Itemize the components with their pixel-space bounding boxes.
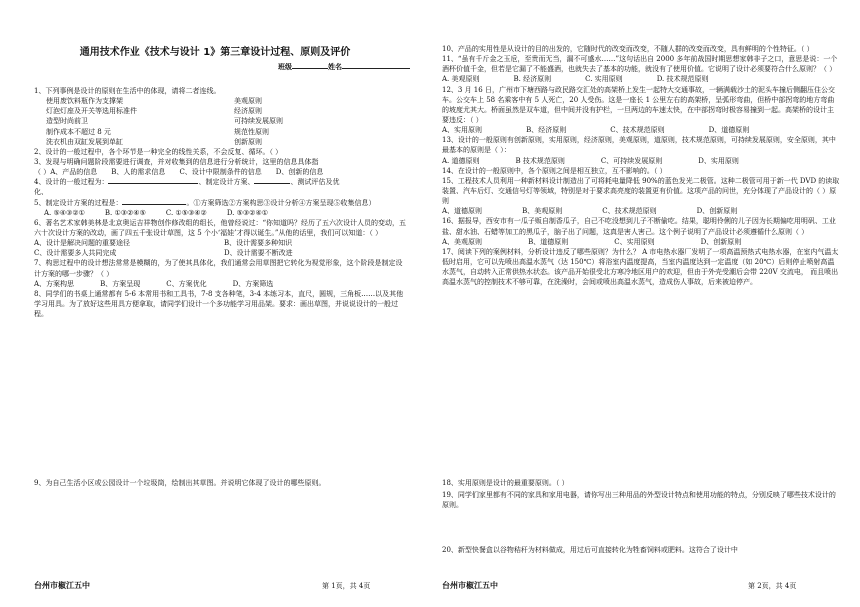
match-left-item: 制作成本不超过 8 元 <box>46 127 111 136</box>
option[interactable]: D. 技术规范原则 <box>656 75 709 84</box>
option[interactable]: C、技术规范原则 <box>602 207 657 216</box>
option[interactable]: C、可持续发展原则 <box>600 156 663 165</box>
match-right-item: 创新原则 <box>234 137 262 146</box>
option[interactable]: D、道德原则 <box>708 126 750 135</box>
option[interactable]: D、设计需要不断改进 <box>224 249 293 258</box>
option[interactable]: （ ）A、产品的信息 <box>34 168 98 177</box>
question-15-options <box>442 206 840 216</box>
option[interactable]: B、设计需要多种知识 <box>224 239 293 248</box>
option[interactable]: B、人的需求信息 <box>111 168 166 177</box>
match-right-item: 美观原则 <box>234 97 262 106</box>
page-number: 第 1页，共 4页 <box>322 582 371 590</box>
option[interactable]: D、实用原则 <box>698 156 739 165</box>
option[interactable]: A、方案构思 <box>34 279 75 288</box>
option[interactable]: A. 美观原则 <box>442 75 480 84</box>
option[interactable]: A、道德原则 <box>442 207 483 216</box>
option[interactable]: C. ①⑤③④② <box>165 208 207 217</box>
question-2: 2、设计的一般过程中，各个环节是一种完全的线性关系，不会反复、循环。（ ） <box>34 147 283 156</box>
option[interactable]: B、经济原则 <box>526 126 567 135</box>
option[interactable]: C. 实用原则 <box>585 75 623 84</box>
option[interactable]: C、方案优化 <box>166 279 207 288</box>
q5-text: 。①方案筛选②方案构思③设计分析④方案呈现⑤收集信息） <box>186 198 376 207</box>
question-8: 8、同学们的书桌上通常都有 5-6 本常用书和工具书，7-8 支各种笔，3-4 本练习本，直尺，圆规，三角板……以及其他学习用具。为了放好这些用具方便拿取，请同学们设计一个多功能学习用品架。要求：画出草图，并说说设计的一般过程。 <box>34 289 404 319</box>
q4-text: 、测试评估及优 <box>290 178 340 187</box>
option[interactable]: D、方案筛选 <box>232 279 274 288</box>
match-left-item: 灯泡灯座及开关等选用标准件 <box>46 107 137 116</box>
option[interactable]: B、美观原则 <box>522 207 563 216</box>
question-18: 18、实用原则是设计的最重要原则。（ ） <box>442 479 569 487</box>
question-11: 11、“虽有千斤金之玉卮，至贵而无当，漏不可盛水……”这句话出自 2000 多年前战国时期思想家韩非子之口，意思是说：一个酒杯价值千金，但若是它漏了不能盛酒，也就失去了基本的功能，就没有了使用价值。它说明了设计必须要符合什么原则？（ ） <box>442 55 838 74</box>
q4-blank[interactable] <box>108 177 198 184</box>
match-left-item: 造型时尚前卫 <box>46 117 88 126</box>
question-1: 1、下列事例是设计的原则在生活中的体现，请将二者连线。 <box>34 87 221 95</box>
name-blank[interactable] <box>342 62 410 69</box>
question-5-options <box>44 208 408 218</box>
left-column <box>34 86 408 319</box>
question-19: 19、同学们家里都有不同的家具和家用电器，请你写出三种用品的外型设计特点和使用功能的特点，分别反映了哪些技术设计的原则。 <box>442 491 836 510</box>
option[interactable]: C、实用原则 <box>614 237 655 246</box>
question-9: 9、为自己生活小区或公园设计一个垃圾筒，绘制出其草图。并说明它体现了设计的哪些原则。 <box>34 479 326 487</box>
question-6: 6、著名艺术家韩美林是北京奥运吉祥物创作修改组的组长，他曾经说过：“你知道吗？经历了五六次设计人员的变动，五六十次设计方案的改动，画了四五千张设计草图，这 5 个小‘福娃’才得以诞生。”从他的话里，我们可以知道：（ ） <box>34 218 407 237</box>
match-right-item: 经济原则 <box>234 107 262 116</box>
match-left-item: 洗衣机由双缸发展到单缸 <box>46 137 123 146</box>
page-number: 第 2页，共 4页 <box>748 582 797 590</box>
question-7-options <box>34 279 408 289</box>
question-14: 14、在设计的一般原则中，各个原则之间是相互独立，互不影响的。（ ） <box>442 166 667 175</box>
question-5 <box>34 198 408 208</box>
page-title: 通用技术作业《技术与设计 1》第三章设计过程、原则及评价 <box>79 47 351 58</box>
option[interactable]: B、道德原则 <box>528 237 569 246</box>
question-12: 12、3 月 16 日，广州市下塘西路与政民路交汇处的高架桥上发生一起特大交通事故，一辆满载沙土的泥头车撞后侧翻压住公交车。公交车上 58 名乘客中有 5 人死亡，20 人受伤。这是一座长 1 公里左右的高架桥，呈弧形弯曲，但桥中部拐弯的地方弯曲的坡度尤其大。桥面虽然是双车道，但中间并没有护栏，一旦两边的车速太快，在中部拐弯时极容易撞到一起。高架桥的设计主要违反：（ ） <box>442 85 835 124</box>
question-15: 15、工程技术人员利用一种新材料设计制造出了可将耗电量降低 90%的蓝色发光二极管。这种二极管可用于新一代 DVD 的读取装置、汽车后灯、交通信号灯等领域，特别是对于要求高亮度的装置更有价值。这项产品的问世，充分体现了产品设计的（ ）原则 <box>442 176 840 206</box>
match-right-item: 规范性原则 <box>234 127 269 136</box>
option[interactable]: A. 道德原则 <box>442 156 480 165</box>
option[interactable]: B、方案呈现 <box>100 279 141 288</box>
question-13: 13、设计的一般原则有创新原则，实用原则，经济原则，美观原则，道原则，技术规范原则，可持续发展原则，安全原则，其中最基本的原则是（ ）： <box>442 136 836 155</box>
question-11-options <box>442 74 840 84</box>
option[interactable]: D、创新的信息 <box>275 168 324 177</box>
option[interactable]: C、技术规范原则 <box>610 126 665 135</box>
question-20: 20、新型快餐盒以谷物秸秆为材料做成，用过后可直接转化为牲畜饲料或肥料。这符合了设计中 <box>442 546 738 554</box>
option[interactable]: C、设计中限制条件的信息 <box>179 168 262 177</box>
option[interactable]: A、设计是解决问题的重要途径 <box>34 239 131 248</box>
school-name: 台州市椒江五中 <box>442 581 498 590</box>
option[interactable]: C、设计需要多人共同完成 <box>34 249 117 258</box>
question-3: 3、发现与明确问题阶段需要进行调查，并对收集到的信息进行分析统计，这里的信息具体指 <box>34 157 319 166</box>
class-name-line <box>278 62 410 72</box>
question-13-options <box>442 156 840 166</box>
school-name: 台州市椒江五中 <box>34 581 90 590</box>
option[interactable]: A、美观原则 <box>442 237 483 246</box>
class-label: 班级 <box>278 62 292 71</box>
name-label: 姓名 <box>328 62 342 71</box>
question-4 <box>34 177 408 197</box>
class-blank[interactable] <box>292 62 328 69</box>
question-16: 16、据报导，西安市有一瓜子贩自制香瓜子，自己不吃没想到儿子不断偷吃。结果，聪明伶俐的儿子因为长期偏吃用明矾、工业盐、甜水油、石蜡等加工的黑瓜子，脑子出了问题，这真是害人害己。这个例子说明了产品设计必须遵循什么原则（ ） <box>442 217 836 236</box>
question-6-options <box>34 238 408 258</box>
option[interactable]: D. ⑤③②④① <box>226 208 269 217</box>
question-10: 10、产品的实用性是从设计的目的出发的，它随时代的改变而改变，不随人群的改变而改变，具有鲜明的个性特征。（ ） <box>442 45 814 53</box>
option[interactable]: B. 经济原则 <box>513 75 552 84</box>
option[interactable]: B 技术规范原则 <box>515 156 565 165</box>
option[interactable]: B. ①③②④⑤ <box>104 208 146 217</box>
match-left-item: 使用废饮料瓶作为支撑架 <box>46 97 123 106</box>
q4-blank[interactable] <box>254 177 290 184</box>
q4-text: 4、设计的一般过程为： <box>34 178 109 187</box>
matching-table <box>46 96 408 147</box>
question-7: 7、构思过程中的设计想法常常是模糊的，为了使其具体化，我们通常会用草图把它转化为视觉形象，这个阶段是制定设计方案的哪一步骤？（ ） <box>34 259 403 278</box>
right-column <box>442 44 840 287</box>
match-right-item: 可持续发展原则 <box>234 117 283 126</box>
option[interactable]: D、创新原则 <box>700 237 742 246</box>
q5-text: 5、制定设计方案的过程是： <box>34 198 123 207</box>
option[interactable]: A、实用原则 <box>442 126 483 135</box>
q4-text: 化、 <box>34 188 48 197</box>
q5-blank[interactable] <box>122 198 186 205</box>
question-3-options <box>34 167 408 177</box>
option[interactable]: D、创新原则 <box>696 207 738 216</box>
q4-text: 、制定设计方案、 <box>198 178 255 187</box>
option[interactable]: A. ⑤④③②① <box>44 208 85 217</box>
question-16-options <box>442 237 840 247</box>
question-17: 17、阅读下列的案例材料，分析设计违反了哪些原则？为什么？ A 市电热水器厂发明了一项高温预热式电热水器，在室内气温太低时启用，它可以先喷出高温水蒸气（达 150℃）将浴室内温度提高，当室内温度达到一定温度（如 20℃）后则停止喷射高温水蒸气，自动转入正常供热水状态。该产品开始很受北方寒冷地区用户的欢迎，但由于外壳受潮后会带 220V 交流电， 而且喷出高温水蒸气的控制技术不够可靠，在洗澡时，会间或喷出高温水蒸气，造成伤人事故，后来被迫停产。 <box>442 247 839 287</box>
question-12-options <box>442 125 840 135</box>
right-page <box>430 0 860 607</box>
